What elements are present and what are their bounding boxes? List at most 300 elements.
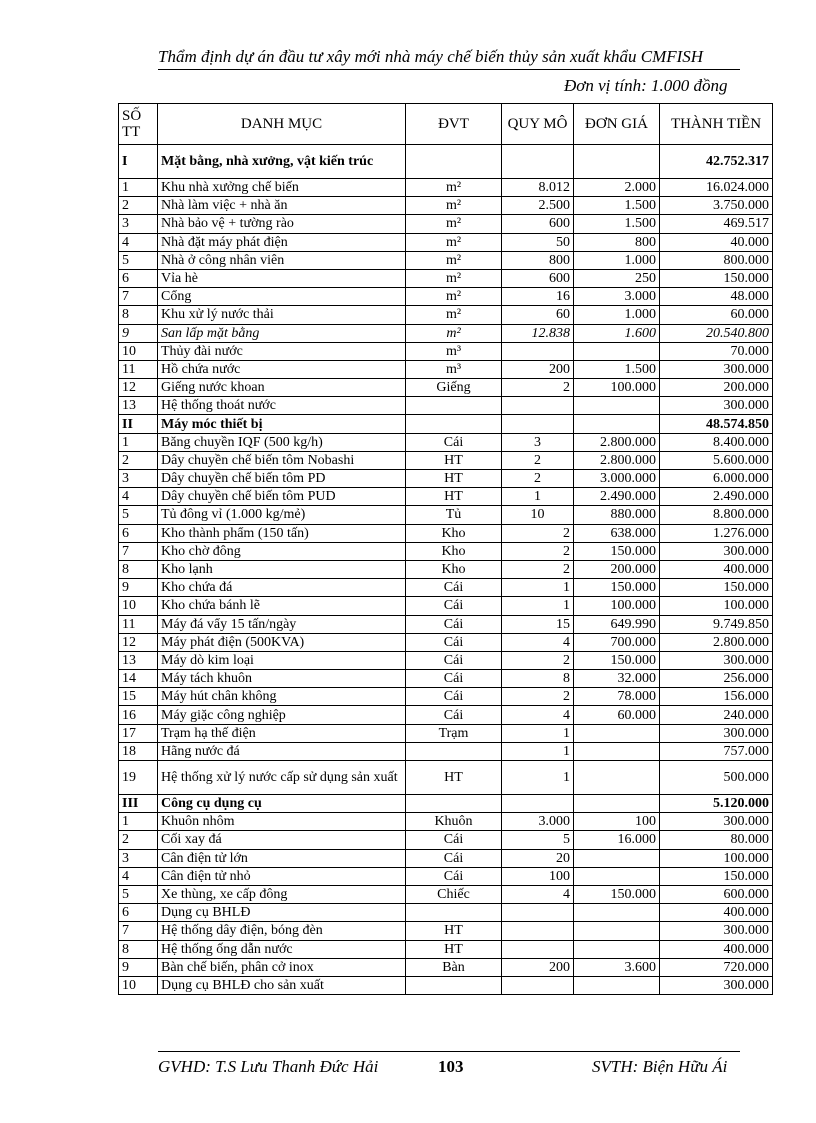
cell-name: Tủ đông vỉ (1.000 kg/mẻ) [158, 506, 406, 524]
section-row [119, 145, 773, 179]
cell-unit: Cái [406, 688, 502, 706]
cell-qty [502, 397, 574, 415]
cell-price [574, 867, 660, 885]
col-header-stt: SỐ TT [119, 104, 158, 145]
cell-total: 20.540.800 [660, 324, 773, 342]
table-row [119, 269, 773, 287]
table-row [119, 470, 773, 488]
cell-price: 150.000 [574, 542, 660, 560]
cell-price: 2.800.000 [574, 433, 660, 451]
cell-total: 3.750.000 [660, 197, 773, 215]
cell-name: Hồ chứa nước [158, 360, 406, 378]
cell-price [574, 761, 660, 795]
cell-name: Mặt bằng, nhà xưởng, vật kiến trúc [158, 145, 406, 179]
cell-name: Khuôn nhôm [158, 813, 406, 831]
cell-price: 200.000 [574, 560, 660, 578]
cell-qty: 100 [502, 867, 574, 885]
table-row [119, 615, 773, 633]
cell-stt: 6 [119, 904, 158, 922]
cell-name: Giếng nước khoan [158, 379, 406, 397]
cell-qty: 10 [502, 506, 574, 524]
cell-total: 100.000 [660, 597, 773, 615]
cell-qty: 2 [502, 651, 574, 669]
table-row [119, 831, 773, 849]
cell-qty: 2 [502, 524, 574, 542]
cell-total: 256.000 [660, 670, 773, 688]
cell-unit: Cái [406, 579, 502, 597]
table-row [119, 867, 773, 885]
cell-price: 3.000.000 [574, 470, 660, 488]
cell-price: 880.000 [574, 506, 660, 524]
cell-qty: 3 [502, 433, 574, 451]
footer-divider [158, 1051, 740, 1052]
cell-unit: Cái [406, 867, 502, 885]
cell-name: Máy đá vẩy 15 tấn/ngày [158, 615, 406, 633]
cell-total: 400.000 [660, 940, 773, 958]
table-row [119, 179, 773, 197]
table-row [119, 379, 773, 397]
cell-qty: 2.500 [502, 197, 574, 215]
cell-price: 100 [574, 813, 660, 831]
cell-unit [406, 976, 502, 994]
cell-stt: 3 [119, 849, 158, 867]
cell-price: 1.000 [574, 306, 660, 324]
cell-qty: 2 [502, 470, 574, 488]
table-row [119, 922, 773, 940]
cell-unit: HT [406, 488, 502, 506]
cell-unit: m² [406, 269, 502, 287]
cell-name: Xe thùng, xe cấp đông [158, 885, 406, 903]
cell-price: 1.500 [574, 197, 660, 215]
cell-total: 720.000 [660, 958, 773, 976]
cell-unit: Kho [406, 524, 502, 542]
cell-stt: 7 [119, 542, 158, 560]
cell-total: 2.800.000 [660, 633, 773, 651]
cell-name: Trạm hạ thế điện [158, 724, 406, 742]
cell-total: 42.752.317 [660, 145, 773, 179]
cell-total: 40.000 [660, 233, 773, 251]
cell-total: 5.600.000 [660, 451, 773, 469]
cell-qty: 4 [502, 885, 574, 903]
cell-unit [406, 742, 502, 760]
cell-name: Máy dò kim loại [158, 651, 406, 669]
cell-unit: m² [406, 233, 502, 251]
cell-total: 1.276.000 [660, 524, 773, 542]
cell-qty [502, 415, 574, 433]
cell-price: 16.000 [574, 831, 660, 849]
cell-name: Bàn chế biến, phân cở inox [158, 958, 406, 976]
cell-stt: 19 [119, 761, 158, 795]
cell-price: 3.000 [574, 288, 660, 306]
cell-name: Vỉa hè [158, 269, 406, 287]
cell-price: 700.000 [574, 633, 660, 651]
table-row [119, 885, 773, 903]
header-divider [158, 69, 740, 70]
cell-total: 8.400.000 [660, 433, 773, 451]
cell-total: 800.000 [660, 251, 773, 269]
cell-stt: 5 [119, 506, 158, 524]
cell-price: 1.500 [574, 360, 660, 378]
cell-qty [502, 795, 574, 813]
cell-qty: 200 [502, 360, 574, 378]
cost-table [118, 103, 773, 995]
cell-unit: Giếng [406, 379, 502, 397]
cell-total: 150.000 [660, 867, 773, 885]
cell-unit: m² [406, 251, 502, 269]
cell-unit: m² [406, 324, 502, 342]
cell-price: 1.600 [574, 324, 660, 342]
cell-unit: m³ [406, 342, 502, 360]
cell-price [574, 742, 660, 760]
cell-qty: 2 [502, 451, 574, 469]
cell-unit: Chiếc [406, 885, 502, 903]
cell-unit: Khuôn [406, 813, 502, 831]
cell-unit: Trạm [406, 724, 502, 742]
cell-price [574, 795, 660, 813]
cell-qty: 1 [502, 761, 574, 795]
footer-student: SVTH: Biện Hữu Ái [592, 1057, 728, 1076]
cell-qty [502, 145, 574, 179]
cell-qty: 1 [502, 597, 574, 615]
col-header-unit: ĐVT [406, 104, 502, 145]
cell-name: Máy giặc công nghiệp [158, 706, 406, 724]
cell-name: Cối xay đá [158, 831, 406, 849]
table-row [119, 542, 773, 560]
cell-price: 150.000 [574, 885, 660, 903]
cell-unit: Cái [406, 651, 502, 669]
cell-total: 48.000 [660, 288, 773, 306]
cell-name: Hệ thống dây điện, bóng đèn [158, 922, 406, 940]
cell-qty: 50 [502, 233, 574, 251]
table-header-row [119, 104, 773, 145]
cell-name: Nhà làm việc + nhà ăn [158, 197, 406, 215]
cell-stt: 9 [119, 324, 158, 342]
cell-stt: 11 [119, 360, 158, 378]
table-row [119, 506, 773, 524]
cell-unit: Bàn [406, 958, 502, 976]
cell-stt: 12 [119, 633, 158, 651]
cell-name: Khu nhà xưởng chế biến [158, 179, 406, 197]
cell-total: 300.000 [660, 922, 773, 940]
cell-qty: 12.838 [502, 324, 574, 342]
cell-name: Khu xử lý nước thải [158, 306, 406, 324]
cell-stt: 17 [119, 724, 158, 742]
col-header-price: ĐƠN GIÁ [574, 104, 660, 145]
cell-name: Hệ thống ống dẫn nước [158, 940, 406, 958]
cell-name: Thủy đài nước [158, 342, 406, 360]
cell-unit: Tủ [406, 506, 502, 524]
cell-name: Cân điện tử lớn [158, 849, 406, 867]
cell-qty: 800 [502, 251, 574, 269]
cell-price: 100.000 [574, 379, 660, 397]
cell-name: Máy móc thiết bị [158, 415, 406, 433]
cell-total: 70.000 [660, 342, 773, 360]
cell-unit [406, 415, 502, 433]
cell-unit: Cái [406, 433, 502, 451]
cell-total: 80.000 [660, 831, 773, 849]
cell-stt: 13 [119, 397, 158, 415]
cell-qty: 16 [502, 288, 574, 306]
cell-total: 400.000 [660, 904, 773, 922]
table-row [119, 324, 773, 342]
table-row [119, 397, 773, 415]
cell-qty [502, 904, 574, 922]
cell-price: 150.000 [574, 651, 660, 669]
table-row [119, 360, 773, 378]
section-row [119, 795, 773, 813]
cell-price [574, 849, 660, 867]
cell-stt: 11 [119, 615, 158, 633]
cell-name: San lấp mặt bằng [158, 324, 406, 342]
table-row [119, 597, 773, 615]
cell-stt: 14 [119, 670, 158, 688]
cell-price: 78.000 [574, 688, 660, 706]
cell-unit: Kho [406, 560, 502, 578]
cell-stt: 1 [119, 433, 158, 451]
cell-price: 2.800.000 [574, 451, 660, 469]
cell-unit: Kho [406, 542, 502, 560]
cell-total: 469.517 [660, 215, 773, 233]
cell-qty: 200 [502, 958, 574, 976]
cell-qty [502, 940, 574, 958]
cell-name: Nhà đặt máy phát điện [158, 233, 406, 251]
cell-name: Kho chứa đá [158, 579, 406, 597]
table-row [119, 742, 773, 760]
cell-total: 600.000 [660, 885, 773, 903]
cell-price: 32.000 [574, 670, 660, 688]
cell-total: 300.000 [660, 360, 773, 378]
table-row [119, 342, 773, 360]
cell-stt: 15 [119, 688, 158, 706]
cell-stt: 4 [119, 867, 158, 885]
cell-total: 16.024.000 [660, 179, 773, 197]
cell-stt: 12 [119, 379, 158, 397]
cell-qty: 5 [502, 831, 574, 849]
cell-price: 2.000 [574, 179, 660, 197]
cell-qty: 4 [502, 706, 574, 724]
table-row [119, 579, 773, 597]
cell-stt: 13 [119, 651, 158, 669]
cell-price [574, 904, 660, 922]
cell-total: 150.000 [660, 269, 773, 287]
cell-unit: Cái [406, 597, 502, 615]
cell-total: 300.000 [660, 976, 773, 994]
cell-name: Kho lạnh [158, 560, 406, 578]
cell-total: 400.000 [660, 560, 773, 578]
cell-name: Dây chuyền chế biến tôm PUD [158, 488, 406, 506]
cell-price: 100.000 [574, 597, 660, 615]
cell-stt: 16 [119, 706, 158, 724]
cell-qty: 1 [502, 742, 574, 760]
cell-name: Nhà ở công nhân viên [158, 251, 406, 269]
cell-unit: Cái [406, 615, 502, 633]
section-row [119, 415, 773, 433]
cell-stt: 2 [119, 197, 158, 215]
cell-price [574, 940, 660, 958]
cell-stt: II [119, 415, 158, 433]
cell-stt: 1 [119, 179, 158, 197]
cell-price: 649.990 [574, 615, 660, 633]
cell-qty: 2 [502, 542, 574, 560]
cell-name: Máy phát điện (500KVA) [158, 633, 406, 651]
cell-total: 2.490.000 [660, 488, 773, 506]
cell-name: Công cụ dụng cụ [158, 795, 406, 813]
cell-unit: m² [406, 197, 502, 215]
table-row [119, 904, 773, 922]
document-title: Thẩm định dự án đầu tư xây mới nhà máy chế biến thủy sản xuất khẩu CMFISH [158, 47, 704, 66]
table-row [119, 651, 773, 669]
cell-price [574, 922, 660, 940]
table-row [119, 761, 773, 795]
cell-unit: HT [406, 451, 502, 469]
cell-qty: 8 [502, 670, 574, 688]
table-row [119, 813, 773, 831]
cell-total: 240.000 [660, 706, 773, 724]
cell-total: 156.000 [660, 688, 773, 706]
cell-qty: 20 [502, 849, 574, 867]
cell-price [574, 724, 660, 742]
cell-stt: 8 [119, 560, 158, 578]
cell-qty: 1 [502, 488, 574, 506]
cell-qty: 15 [502, 615, 574, 633]
cell-price: 60.000 [574, 706, 660, 724]
cell-price: 800 [574, 233, 660, 251]
cell-total: 300.000 [660, 813, 773, 831]
cell-stt: 10 [119, 976, 158, 994]
cell-price [574, 397, 660, 415]
cell-name: Dụng cụ BHLĐ cho sản xuất [158, 976, 406, 994]
table-row [119, 215, 773, 233]
cell-qty [502, 342, 574, 360]
table-body [119, 145, 773, 995]
page-number: 103 [438, 1057, 464, 1076]
cell-unit [406, 904, 502, 922]
col-header-total: THÀNH TIỀN [660, 104, 773, 145]
cell-total: 150.000 [660, 579, 773, 597]
cell-qty [502, 976, 574, 994]
table-row [119, 233, 773, 251]
cell-total: 500.000 [660, 761, 773, 795]
table-row [119, 976, 773, 994]
cell-qty: 3.000 [502, 813, 574, 831]
table-row [119, 560, 773, 578]
cell-stt: 8 [119, 940, 158, 958]
table-row [119, 688, 773, 706]
table-row [119, 633, 773, 651]
cell-total: 6.000.000 [660, 470, 773, 488]
cell-unit [406, 397, 502, 415]
footer-advisor: GVHD: T.S Lưu Thanh Đức Hải [158, 1057, 379, 1076]
cell-unit: m² [406, 215, 502, 233]
cell-stt: III [119, 795, 158, 813]
cell-total: 757.000 [660, 742, 773, 760]
cell-unit: HT [406, 940, 502, 958]
cell-name: Hãng nước đá [158, 742, 406, 760]
cell-stt: 1 [119, 813, 158, 831]
cell-price [574, 415, 660, 433]
cell-name: Hệ thống thoát nước [158, 397, 406, 415]
cell-stt: 5 [119, 251, 158, 269]
cell-name: Kho chứa bánh lẽ [158, 597, 406, 615]
cell-total: 300.000 [660, 542, 773, 560]
cell-qty: 2 [502, 560, 574, 578]
cell-name: Máy hút chân không [158, 688, 406, 706]
cell-stt: 6 [119, 524, 158, 542]
cell-unit: Cái [406, 706, 502, 724]
cell-qty: 8.012 [502, 179, 574, 197]
cell-stt: 4 [119, 488, 158, 506]
cell-unit [406, 795, 502, 813]
cell-total: 100.000 [660, 849, 773, 867]
table-row [119, 451, 773, 469]
cell-stt: 3 [119, 470, 158, 488]
table-row [119, 524, 773, 542]
cell-price: 1.000 [574, 251, 660, 269]
cell-total: 8.800.000 [660, 506, 773, 524]
cell-stt: 18 [119, 742, 158, 760]
cell-name: Hệ thống xử lý nước cấp sử dụng sản xuất [158, 761, 406, 795]
cell-name: Kho thành phẩm (150 tấn) [158, 524, 406, 542]
table-row [119, 433, 773, 451]
cell-unit [406, 145, 502, 179]
cell-price [574, 976, 660, 994]
table-row [119, 197, 773, 215]
cell-total: 5.120.000 [660, 795, 773, 813]
unit-note: Đơn vị tính: 1.000 đồng [564, 76, 728, 95]
cell-unit: Cái [406, 633, 502, 651]
cell-stt: 6 [119, 269, 158, 287]
cell-qty [502, 922, 574, 940]
cell-stt: 10 [119, 597, 158, 615]
cell-unit: m³ [406, 360, 502, 378]
cell-name: Dây chuyền chế biến tôm PD [158, 470, 406, 488]
cell-name: Kho chờ đông [158, 542, 406, 560]
cell-total: 300.000 [660, 651, 773, 669]
cell-qty: 600 [502, 215, 574, 233]
cell-price: 250 [574, 269, 660, 287]
cell-unit: HT [406, 470, 502, 488]
table-row [119, 958, 773, 976]
cell-unit: Cái [406, 849, 502, 867]
cell-price [574, 342, 660, 360]
cell-stt: 9 [119, 579, 158, 597]
table-row [119, 940, 773, 958]
cell-price: 1.500 [574, 215, 660, 233]
cell-total: 200.000 [660, 379, 773, 397]
cell-stt: I [119, 145, 158, 179]
cell-qty: 1 [502, 579, 574, 597]
table-row [119, 306, 773, 324]
cell-qty: 600 [502, 269, 574, 287]
cell-stt: 2 [119, 451, 158, 469]
cell-total: 60.000 [660, 306, 773, 324]
cell-total: 300.000 [660, 724, 773, 742]
table-row [119, 288, 773, 306]
cell-qty: 4 [502, 633, 574, 651]
cell-qty: 1 [502, 724, 574, 742]
table-row [119, 670, 773, 688]
col-header-qty: QUY MÔ [502, 104, 574, 145]
cell-name: Dây chuyền chế biến tôm Nobashi [158, 451, 406, 469]
cell-price: 2.490.000 [574, 488, 660, 506]
col-header-name: DANH MỤC [158, 104, 406, 145]
cell-unit: m² [406, 179, 502, 197]
table-row [119, 724, 773, 742]
cell-qty: 60 [502, 306, 574, 324]
cell-total: 48.574.850 [660, 415, 773, 433]
cell-price: 150.000 [574, 579, 660, 597]
cell-unit: m² [406, 306, 502, 324]
